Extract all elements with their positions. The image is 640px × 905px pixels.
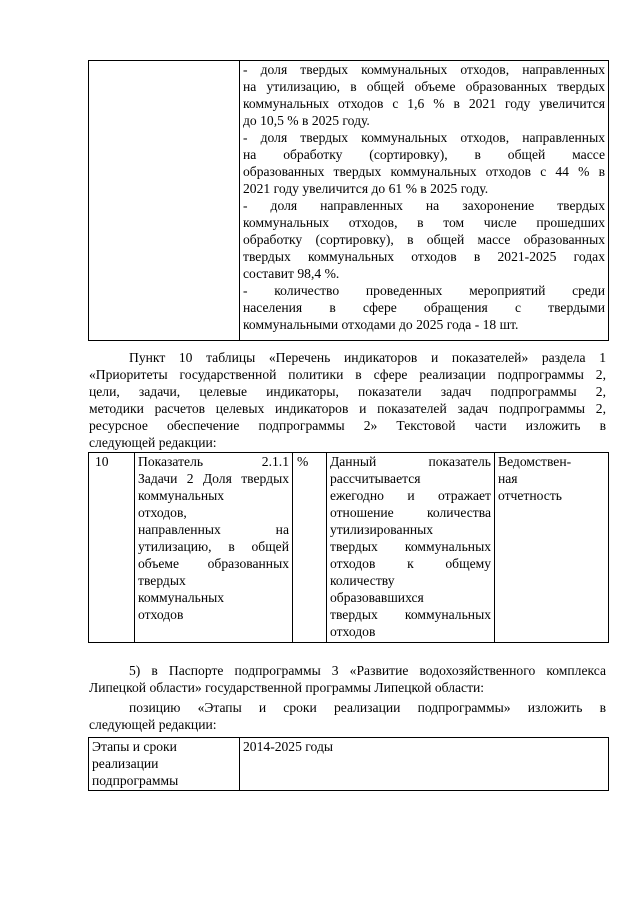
result-line: 2021 году увеличится до 61 % в 2025 году.	[243, 181, 489, 196]
result-line: коммунальных отходов, в том числе прошедших	[243, 215, 605, 230]
cell-line: твердых	[138, 573, 186, 588]
result-line: составит 98,4 %.	[243, 266, 340, 281]
goals-table-results-cell	[240, 61, 609, 341]
cell-line: количеству	[330, 573, 395, 588]
stages-table	[88, 737, 609, 791]
result-line: на обработку (сортировку), в общей массе	[243, 147, 605, 162]
paragraph-stages-position	[89, 699, 606, 733]
result-line: - доля твердых коммунальных отходов, направленных	[243, 62, 605, 77]
paragraph-line: Липецкой области» государственной программы Липецкой области:	[89, 680, 485, 695]
indicator-source	[495, 453, 609, 643]
result-line: - количество проведенных мероприятий среди	[243, 283, 605, 298]
cell-line: отходов	[138, 607, 184, 622]
cell-line: коммунальных	[138, 590, 225, 605]
paragraph-amend-item-10	[89, 349, 606, 451]
cell-line: объеме образованных	[138, 556, 289, 571]
cell-line: направленных на	[138, 522, 289, 537]
indicator-description	[327, 453, 495, 643]
paragraph-line: методики расчетов целевых индикаторов и показателей задач подпрограммы 2,	[89, 401, 606, 416]
cell-line: Показатель 2.1.1	[138, 454, 289, 469]
result-line: населения в сфере обращения с твердыми	[243, 300, 605, 315]
paragraph-line: ресурсное обеспечение подпрограммы 2» Текстовой части изложить в	[89, 418, 606, 433]
paragraph-line: Пункт 10 таблицы «Перечень индикаторов и показателей» раздела 1	[129, 350, 606, 365]
stages-value: 2014-2025 годы	[240, 738, 609, 791]
cell-line: ная	[498, 471, 518, 486]
result-line: обработку (сортировку), в общей массе образованных	[243, 232, 605, 247]
cell-line: утилизацию, в общей	[138, 539, 289, 554]
paragraph-line: следующей редакции:	[89, 717, 217, 732]
indicator-name	[135, 453, 293, 643]
cell-line: отходов	[330, 624, 376, 639]
indicator-number: 10	[89, 453, 135, 643]
result-line: образованных твердых коммунальных отходов с 44 % в	[243, 164, 605, 179]
indicator-unit: %	[293, 453, 327, 643]
cell-line: коммунальных	[138, 488, 225, 503]
goals-table-empty-cell	[89, 61, 240, 341]
result-line: - доля твердых коммунальных отходов, направленных	[243, 130, 605, 145]
result-line: коммунальных отходов с 1,6 % в 2021 году увеличится	[243, 96, 605, 111]
result-line: до 10,5 % в 2025 году.	[243, 113, 370, 128]
cell-line: отношение количества	[330, 505, 491, 520]
cell-line: образовавшихся	[330, 590, 424, 605]
cell-line: реализации	[92, 756, 159, 771]
indicators-table	[88, 452, 609, 643]
cell-line: Ведомствен-	[498, 454, 572, 469]
paragraph-line: цели, задачи, целевые индикаторы, показатели задач подпрограммы 2,	[89, 384, 606, 399]
cell-line: Данный показатель	[330, 454, 491, 469]
paragraph-line: 5) в Паспорте подпрограммы 3 «Развитие водохозяйственного комплекса	[129, 663, 606, 678]
cell-line: подпрограммы	[92, 773, 179, 788]
result-line: на утилизацию, в общей объеме образованных твердых	[243, 79, 605, 94]
cell-line: твердых коммунальных	[330, 607, 491, 622]
cell-line: Этапы и сроки	[92, 739, 177, 754]
cell-line: Задачи 2 Доля твердых	[138, 471, 289, 486]
cell-line: ежегодно и отражает	[330, 488, 491, 503]
result-line: твердых коммунальных отходов в 2021-2025 годах	[243, 249, 605, 264]
result-line: - доля направленных на захоронение твердых	[243, 198, 605, 213]
cell-line: отходов к общему	[330, 556, 491, 571]
paragraph-line: позицию «Этапы и сроки реализации подпрограммы» изложить в	[129, 700, 606, 715]
result-line: коммунальными отходами до 2025 года - 18 шт.	[243, 317, 519, 332]
stages-label	[89, 738, 240, 791]
cell-line: утилизированных	[330, 522, 434, 537]
paragraph-line: «Приоритеты государственной политики в сфере реализации подпрограммы 2,	[89, 367, 606, 382]
cell-line: отходов,	[138, 505, 187, 520]
cell-line: твердых коммунальных	[330, 539, 491, 554]
goals-table	[88, 60, 609, 341]
cell-line: отчетность	[498, 488, 562, 503]
paragraph-subprogram-3-passport	[89, 662, 606, 696]
paragraph-line: следующей редакции:	[89, 435, 217, 450]
cell-line: рассчитывается	[330, 471, 421, 486]
